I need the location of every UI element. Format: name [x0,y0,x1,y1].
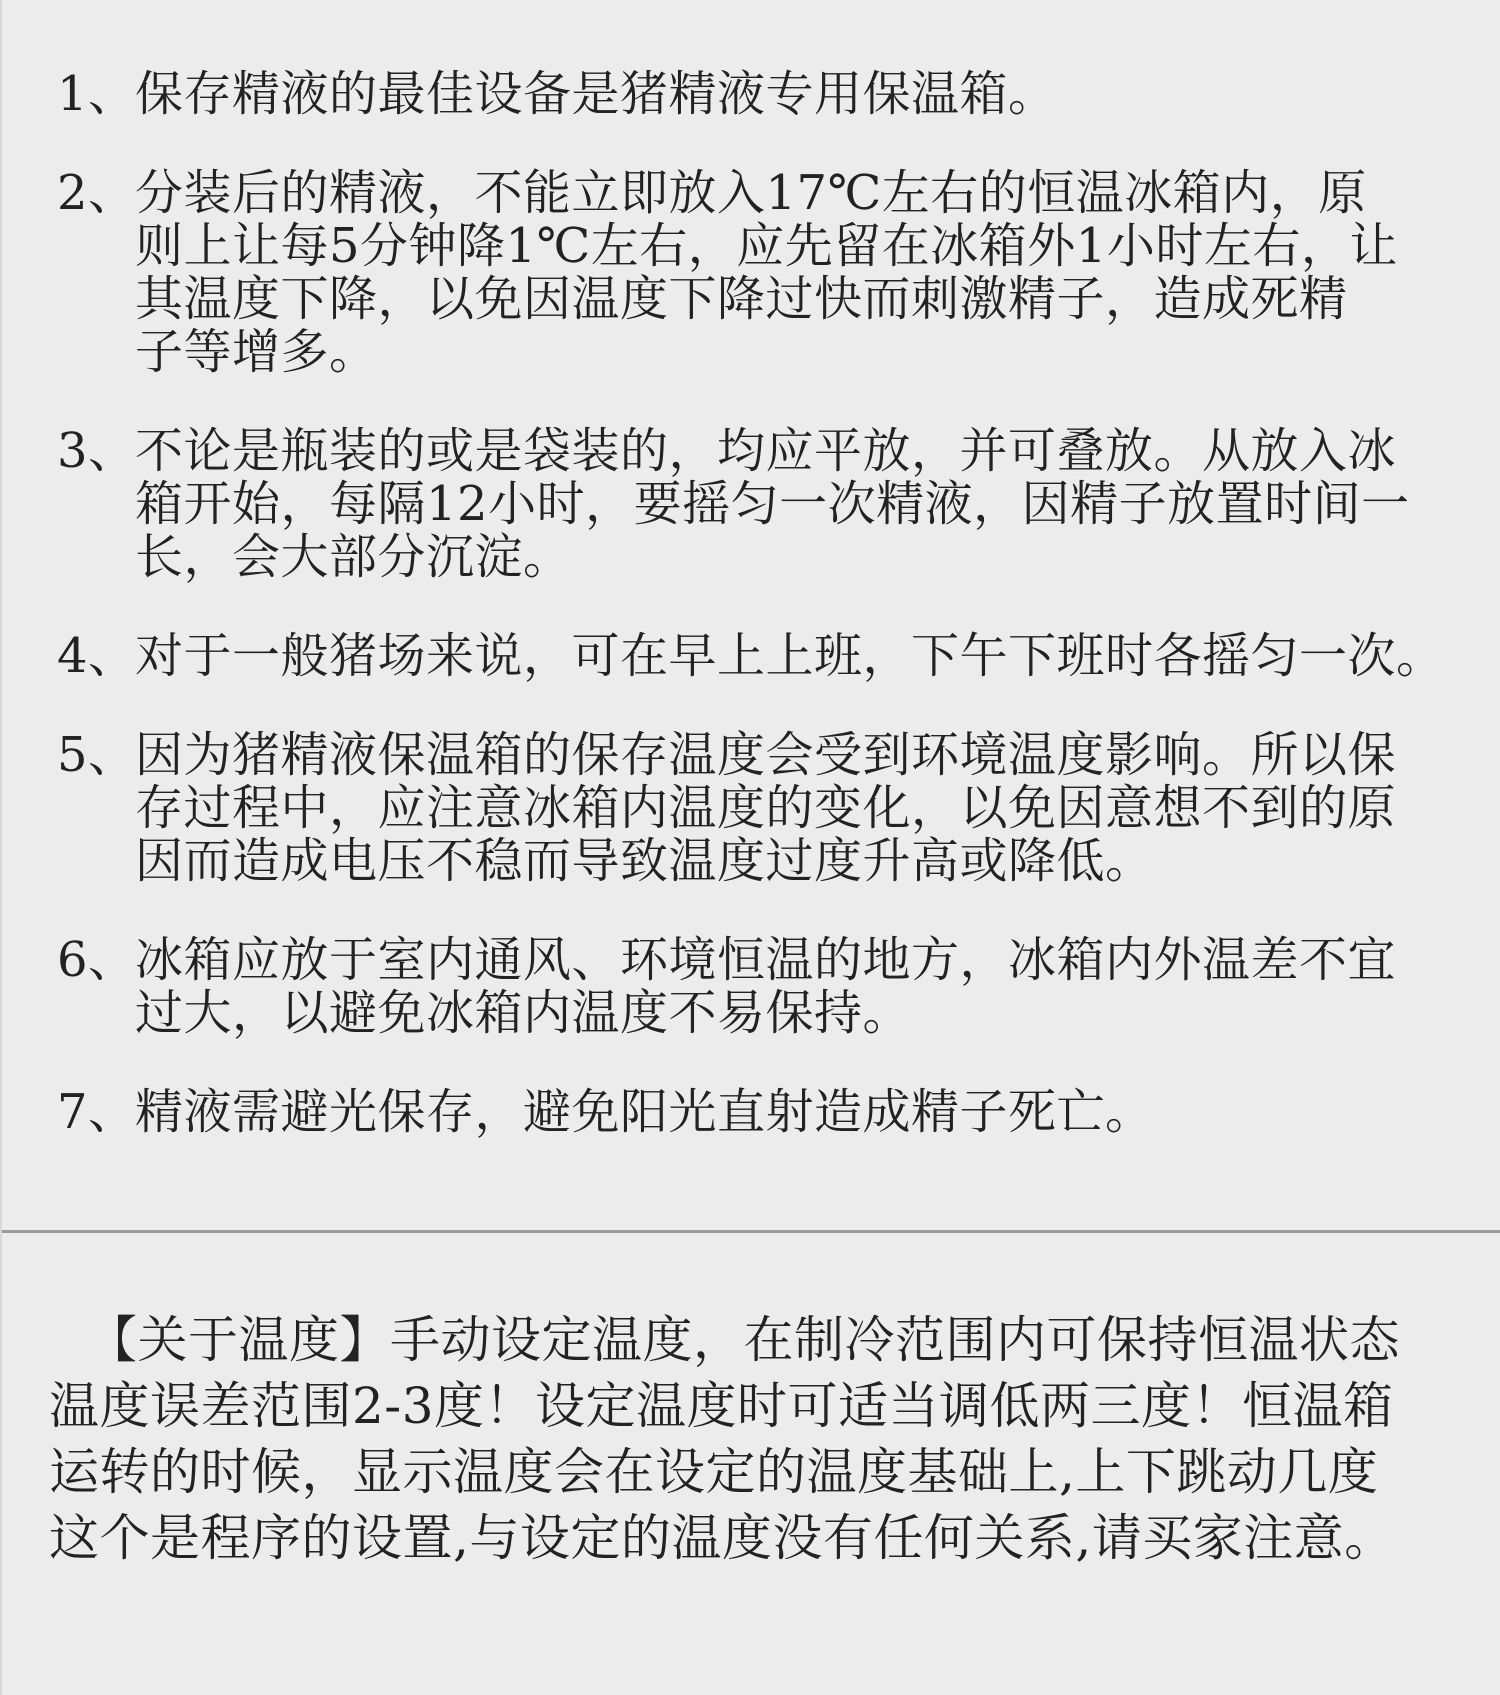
note-number: 6、 [57,932,137,988]
note-line: 对于一般猪场来说，可在早上上班，下午下班时各摇匀一次。 [135,628,1445,684]
note-number: 7、 [57,1084,137,1140]
note-line: 长，会大部分沉淀。 [135,529,572,585]
temperature-note-line: 【关于温度】手动设定温度，在制冷范围内可保持恒温状态 [87,1311,1400,1369]
note-number: 5、 [57,727,137,783]
note-item-6 [2,934,1500,1040]
note-item-4 [2,630,1500,683]
note-number: 4、 [57,628,137,684]
note-item-3 [2,425,1500,584]
note-line: 过大，以避免冰箱内温度不易保持。 [135,985,912,1041]
note-line: 精液需避光保存，避免阳光直射造成精子死亡。 [135,1084,1154,1140]
section-divider [2,1230,1500,1233]
temperature-note-line: 温度误差范围2-3度！设定温度时可适当调低两三度！恒温箱 [49,1377,1394,1435]
note-line: 存过程中，应注意冰箱内温度的变化，以免因意想不到的原 [135,780,1397,836]
temperature-note [49,1307,1489,1571]
temperature-note-line: 运转的时候，显示温度会在设定的温度基础上,上下跳动几度 [49,1443,1379,1501]
note-line: 子等增多。 [135,324,378,380]
note-line: 分装后的精液，不能立即放入17℃左右的恒温冰箱内，原 [135,165,1367,221]
note-item-7 [2,1086,1500,1139]
note-line: 保存精液的最佳设备是猪精液专用保温箱。 [135,66,1057,122]
note-line: 则上让每5分钟降1℃左右，应先留在冰箱外1小时左右，让 [135,218,1398,274]
note-line: 因而造成电压不稳而导致温度过度升高或降低。 [135,833,1154,889]
note-number: 3、 [57,423,137,479]
note-line: 不论是瓶装的或是袋装的，均应平放，并可叠放。从放入冰 [135,423,1397,479]
note-line: 箱开始，每隔12小时，要摇匀一次精液，因精子放置时间一 [135,476,1410,532]
note-number: 1、 [57,66,137,122]
note-line: 冰箱应放于室内通风、环境恒温的地方，冰箱内外温差不宜 [135,932,1397,988]
note-item-2 [2,167,1500,379]
note-item-5 [2,729,1500,888]
temperature-note-line: 这个是程序的设置,与设定的温度没有任何关系,请买家注意。 [49,1509,1395,1567]
note-line: 其温度下降，以免因温度下降过快而刺激精子，造成死精 [135,271,1348,327]
note-line: 因为猪精液保温箱的保存温度会受到环境温度影响。所以保 [135,727,1397,783]
note-number: 2、 [57,165,137,221]
storage-notes-list [2,68,1500,1139]
note-item-1 [2,68,1500,121]
